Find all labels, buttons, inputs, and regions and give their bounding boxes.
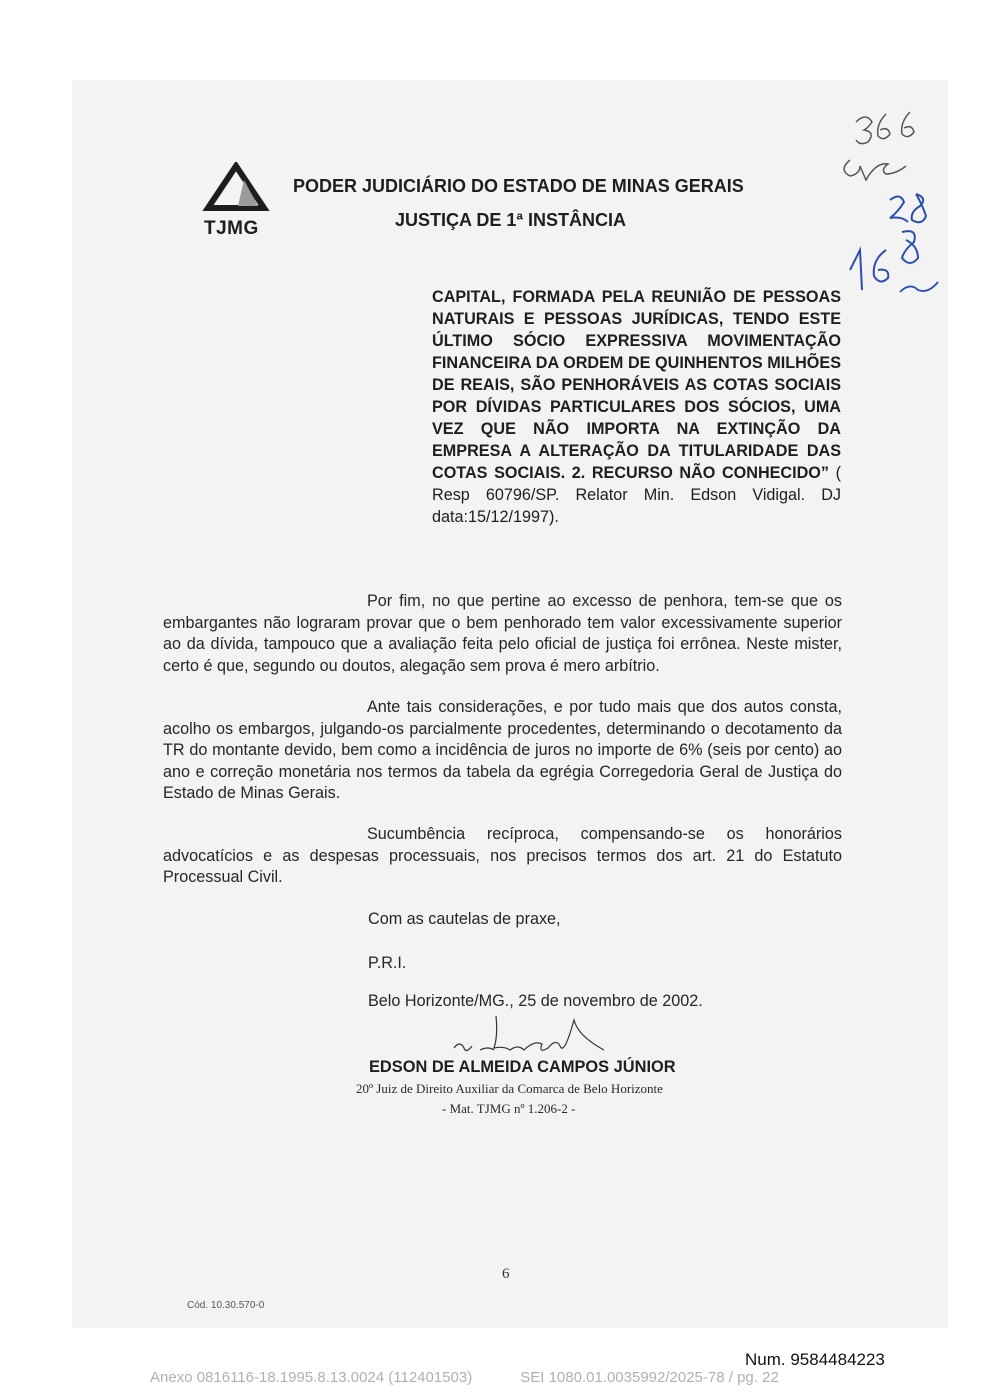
footer-annex: Anexo 0816116-18.1995.8.13.0024 (112401503) xyxy=(150,1369,473,1386)
paragraph-text: Ante tais considerações, e por tudo mais que dos autos consta, acolho os embargos, julgando-os parcialmente procedentes, determinando o decotamento da TR do montante devido, bem como a incidência de juros no importe de 6% (seis por cento) ao ano e correção monetária nos termos da tabela da egrégia Corregedoria Geral de Justiça do Estado de Minas Gerais. xyxy=(163,698,842,802)
closing-date-place: Belo Horizonte/MG., 25 de novembro de 2002. xyxy=(368,992,703,1010)
header-instance: JUSTIÇA DE 1ª INSTÂNCIA xyxy=(395,210,627,230)
handwritten-page-numbers xyxy=(830,100,960,310)
quote-citation: ( Resp 60796/SP. Relator Min. Edson Vidigal. DJ data:15/12/1997). xyxy=(432,464,842,526)
tjmg-logo xyxy=(198,162,278,242)
signer-registration: - Mat. TJMG nº 1.206-2 - xyxy=(442,1101,576,1116)
paragraph-sucumbencia xyxy=(163,824,842,889)
footer-sei: SEI 1080.01.0035992/2025-78 / pg. 22 xyxy=(520,1369,779,1386)
paragraph-text: Por fim, no que pertine ao excesso de penhora, tem-se que os embargantes não lograram provar que o bem penhorado tem valor excessivamente superior ao da dívida, tampouco que a avaliação feita pelo oficial de justiça foi errônea. Neste mister, certo é que, segundo ou doutos, alegação sem prova é mero arbítrio. xyxy=(163,592,842,675)
document-number: Num. 9584484223 xyxy=(745,1350,885,1369)
page-number: 6 xyxy=(502,1266,510,1282)
signer-name: EDSON DE ALMEIDA CAMPOS JÚNIOR xyxy=(369,1058,676,1076)
logo-text: TJMG xyxy=(204,218,259,239)
paragraph-excess-penhora xyxy=(163,591,842,677)
header-court-name: PODER JUDICIÁRIO DO ESTADO DE MINAS GERAIS xyxy=(293,176,744,196)
footer-stamp xyxy=(150,1369,827,1386)
closing-praxe: Com as cautelas de praxe, xyxy=(368,910,561,928)
tjmg-logo-icon xyxy=(198,162,278,218)
quote-bold-text: CAPITAL, FORMADA PELA REUNIÃO DE PESSOAS NATURAIS E PESSOAS JURÍDICAS, TENDO ESTE ÚLTIMO SÓCIO EXPRESSIVA MOVIMENTAÇÃO FINANCEIRA DA ORDEM DE QUINHENTOS MILHÕES DE REAIS, SÃO PENHORÁVEIS AS COTAS SOCIAIS POR DÍVIDAS PARTICULARES DOS SÓCIOS, UMA VEZ QUE NÃO IMPORTA NA EXTINÇÃO DA EMPRESA A ALTERAÇÃO DA TITULARIDADE DAS COTAS SOCIAIS. 2. RECURSO NÃO CONHECIDO” xyxy=(432,288,841,482)
paragraph-text: Sucumbência recíproca, compensando-se os honorários advocatícios e as despesas processuais, nos precisos termos dos art. 21 do Estatuto Processual Civil. xyxy=(163,825,842,886)
closing-pri: P.R.I. xyxy=(368,954,407,972)
form-code: Cód. 10.30.570-0 xyxy=(187,1300,265,1311)
paragraph-decision xyxy=(163,697,842,805)
quoted-jurisprudence xyxy=(432,286,841,528)
signer-title: 20º Juiz de Direito Auxiliar da Comarca de Belo Horizonte xyxy=(356,1081,663,1096)
handwritten-signature xyxy=(440,1012,620,1062)
